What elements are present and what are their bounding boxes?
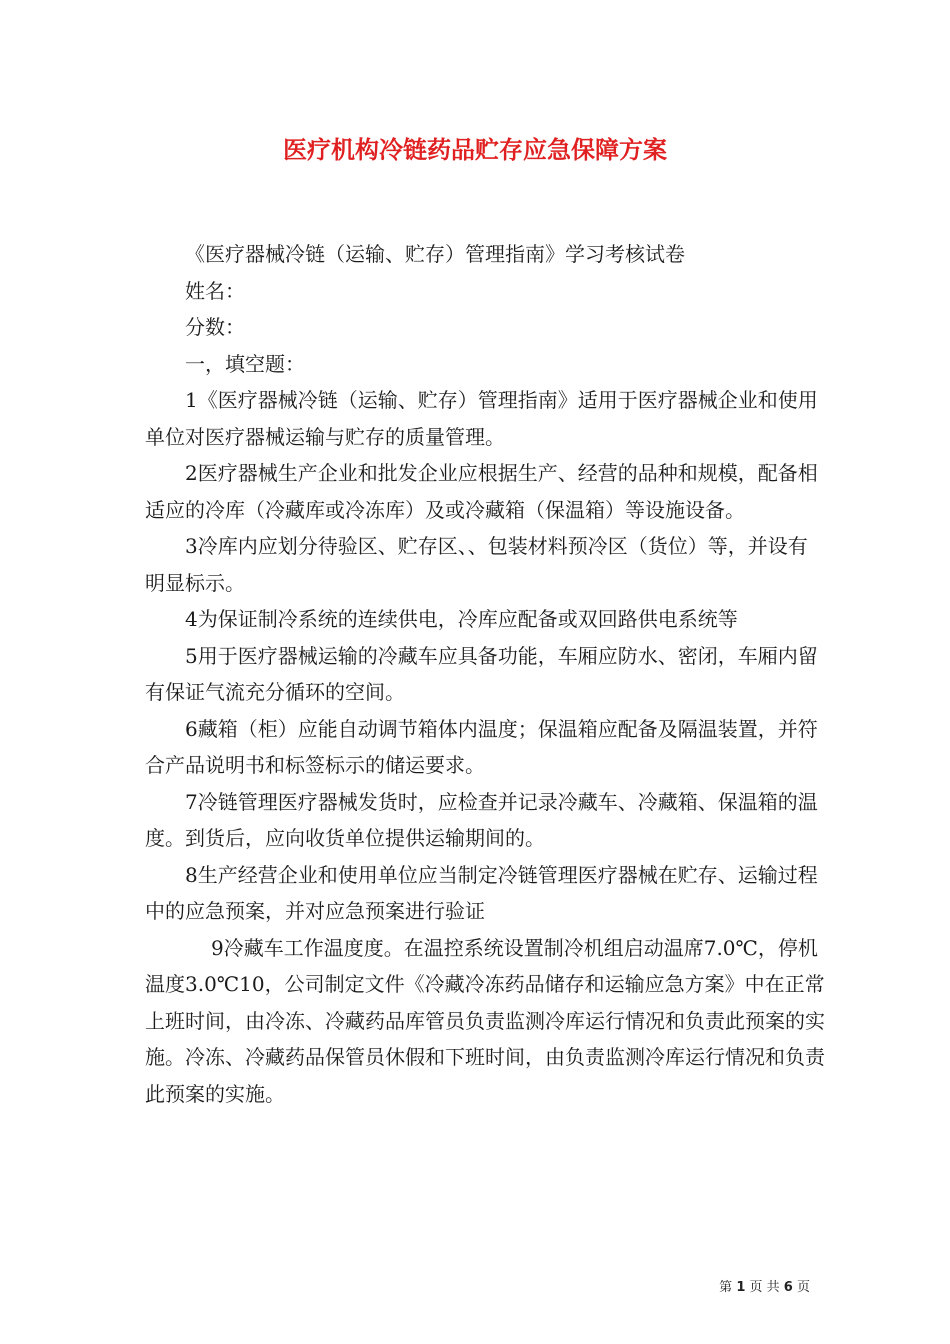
question-6: 6藏箱（柜）应能自动调节箱体内温度；保温箱应配备及隔温装置，并符合产品说明书和标签标示的储运要求。 <box>145 716 818 777</box>
section-heading-fill-in: 一，填空题： <box>185 351 305 376</box>
question-3: 3冷库内应划分待验区、贮存区、、包装材料预冷区（货位）等，并设有明显标示。 <box>145 534 808 595</box>
question-8: 8生产经营企业和使用单位应当制定冷链管理医疗器械在贮存、运输过程中的应急预案，并对应急预案进行验证 <box>145 862 818 923</box>
document-body <box>145 236 825 1112</box>
question-2: 2医疗器械生产企业和批发企业应根据生产、经营的品种和规模，配备相适应的冷库（冷藏库或冷冻库）及或冷藏箱（保温箱）等设施设备。 <box>145 461 818 522</box>
name-label: 姓名： <box>185 278 245 303</box>
footer-middle: 页 共 <box>749 1280 780 1295</box>
question-1: 1《医疗器械冷链（运输、贮存）管理指南》适用于医疗器械企业和使用单位对医疗器械运输与贮存的质量管理。 <box>145 388 818 449</box>
score-label: 分数： <box>185 315 245 339</box>
page-footer <box>700 1276 810 1295</box>
question-9: 9冷藏车工作温度度。在温控系统设置制冷机组启动温席7.0℃，停机温度3.0℃10，公司制定文件《冷藏冷冻药品储存和运输应急方案》中在正常上班时间，由冷冻、冷藏药品库管员负责监测冷库运行情况和负责此预案的实施。冷冻、冷藏药品保管员休假和下班时间，由负责监测冷库运行情况和负责此预案的实施。 <box>145 935 825 1106</box>
footer-suffix: 页 <box>796 1280 810 1295</box>
question-7: 7冷链管理医疗器械发货时，应检查并记录冷藏车、冷藏箱、保温箱的温度。到货后，应向收货单位提供运输期间的。 <box>145 789 818 850</box>
document-title: 医疗机构冷链药品贮存应急保障方案 <box>283 135 667 164</box>
footer-total-pages: 6 <box>783 1280 793 1295</box>
footer-current-page: 1 <box>736 1280 746 1295</box>
question-5: 5用于医疗器械运输的冷藏车应具备功能，车厢应防水、密闭，车厢内留有保证气流充分循环的空间。 <box>145 643 818 704</box>
exam-heading: 《医疗器械冷链（运输、贮存）管理指南》学习考核试卷 <box>185 242 685 266</box>
footer-prefix: 第 <box>719 1280 733 1295</box>
question-4: 4为保证制冷系统的连续供电，冷库应配备或双回路供电系统等 <box>185 607 738 631</box>
